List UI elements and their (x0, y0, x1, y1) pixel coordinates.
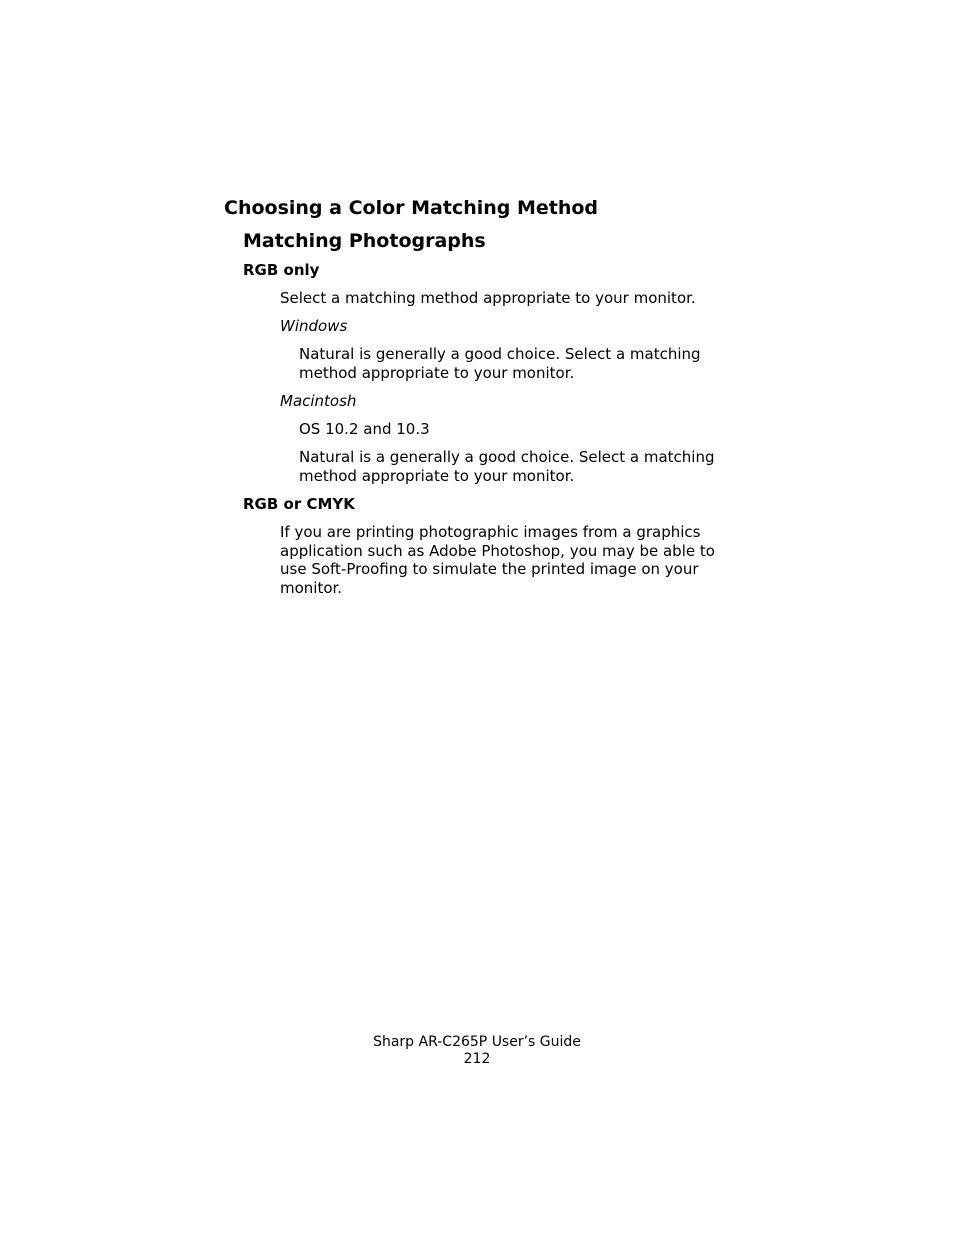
subsection-title: Matching Photographs (243, 230, 486, 252)
rgb-only-intro: Select a matching method appropriate to your monitor. (280, 289, 696, 307)
footer-guide-title: Sharp AR-C265P User’s Guide (373, 1034, 581, 1050)
section-title: Choosing a Color Matching Method (224, 197, 599, 219)
rgb-only-heading: RGB only (243, 261, 320, 279)
rgb-or-cmyk-heading: RGB or CMYK (243, 495, 355, 513)
macintosh-text: Natural is a generally a good choice. Select a matching method appropriate to your monitor. (299, 448, 715, 485)
windows-label: Windows (280, 317, 348, 335)
mac-os-version: OS 10.2 and 10.3 (299, 420, 430, 438)
macintosh-label: Macintosh (280, 392, 357, 410)
footer-page-number: 212 (463, 1051, 491, 1067)
rgb-or-cmyk-text: If you are printing photographic images from a graphics application such as Adobe Photoshop, you may be able to use Soft-Proofing to simulate the printed image on your monitor. (280, 523, 715, 598)
windows-text: Natural is generally a good choice. Select a matching method appropriate to your monitor. (299, 345, 701, 382)
